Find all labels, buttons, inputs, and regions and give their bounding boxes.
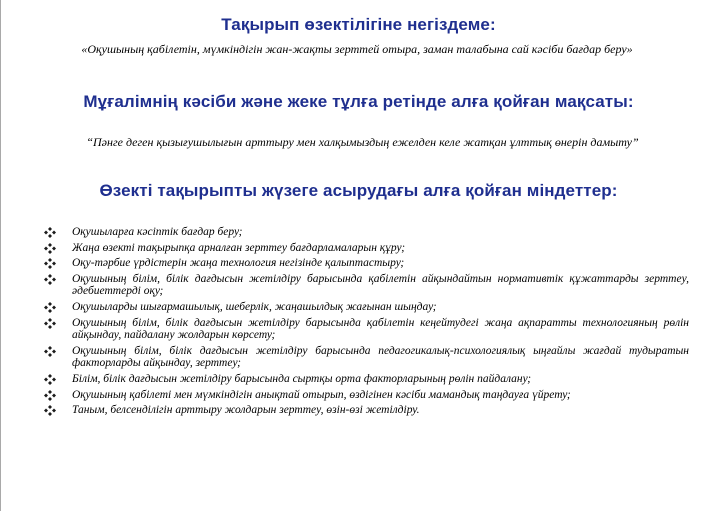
list-item-text: Оқушының білім, білік дағдысын жетілдіру барысында қабілетін айқындайтын нормативтік құжаттарды зерттеу, әдебиеттерді оқу; bbox=[72, 272, 689, 298]
list-item bbox=[44, 389, 689, 402]
section1-text: «Оқушының қабілетін, мүмкіндігін жан-жақты зерттей отыра, заман талабына сай кәсіби бағдар беру» bbox=[81, 42, 633, 56]
list-item bbox=[44, 242, 689, 255]
list-item bbox=[44, 226, 689, 239]
list-item bbox=[44, 301, 689, 314]
section2-text: “Пәнге деген қызығушылығын арттыру мен халқымыздың ежелден келе жатқан ұлттық өнерін дамыту” bbox=[86, 135, 639, 149]
list-item bbox=[44, 345, 689, 370]
list-item-text: Таным, белсенділігін арттыру жолдарын зерттеу, өзін-өзі жетілдіру. bbox=[72, 404, 420, 417]
four-diamond-bullet-icon bbox=[44, 390, 56, 401]
four-diamond-bullet-icon bbox=[44, 227, 56, 238]
section3-heading: Өзекті тақырыпты жүзеге асырудағы алға қойған міндеттер: bbox=[99, 181, 618, 200]
list-item-text: Оқушының білім, білік дағдысын жетілдіру барысында қабілетін кеңейтудегі жаңа ақпаратты технологияның рөлін айқындау, пайдалану жолдарын көрсету; bbox=[72, 316, 689, 342]
list-item-text: Оқушыларға кәсіптік бағдар беру; bbox=[72, 226, 243, 238]
list-item bbox=[44, 273, 689, 298]
tasks-list bbox=[44, 226, 689, 420]
list-item-text: Білім, білік дағдысын жетілдіру барысында сыртқы орта факторларының рөлін пайдалану; bbox=[72, 372, 532, 385]
list-item bbox=[44, 373, 689, 386]
list-item-text: Жаңа өзекті тақырыпқа арналған зерттеу бағдарламаларын құру; bbox=[72, 241, 406, 254]
four-diamond-bullet-icon bbox=[44, 258, 56, 269]
list-item-text: Оқушының қабілеті мен мүмкіндігін анықтай отырып, өздігінен кәсіби мамандық таңдауға үйрету; bbox=[72, 388, 571, 401]
page-left-border bbox=[0, 0, 1, 511]
section2-heading: Мұғалімнің кәсіби және жеке тұлға ретінде алға қойған мақсаты: bbox=[83, 92, 634, 111]
list-item-text: Оқушыларды шығармашылық, шеберлік, жаңашылдық жағынан шыңдау; bbox=[72, 300, 437, 313]
four-diamond-bullet-icon bbox=[44, 346, 56, 357]
list-item bbox=[44, 404, 689, 417]
list-item bbox=[44, 317, 689, 342]
four-diamond-bullet-icon bbox=[44, 274, 56, 285]
list-item-text: Оқушының білім, білік дағдысын жетілдіру барысында педагогикалық-психологиялық ыңғайлы жағдай тудыратын факторларды айқындау, зерттеу; bbox=[72, 344, 689, 370]
four-diamond-bullet-icon bbox=[44, 374, 56, 385]
list-item-text: Оқу-тәрбие үрдістерін жаңа технология негізінде қалыптастыру; bbox=[72, 257, 405, 270]
four-diamond-bullet-icon bbox=[44, 243, 56, 254]
list-item bbox=[44, 257, 689, 270]
section1-heading: Тақырып өзектілігіне негіздеме: bbox=[221, 15, 496, 34]
four-diamond-bullet-icon bbox=[44, 405, 56, 416]
four-diamond-bullet-icon bbox=[44, 318, 56, 329]
four-diamond-bullet-icon bbox=[44, 302, 56, 313]
